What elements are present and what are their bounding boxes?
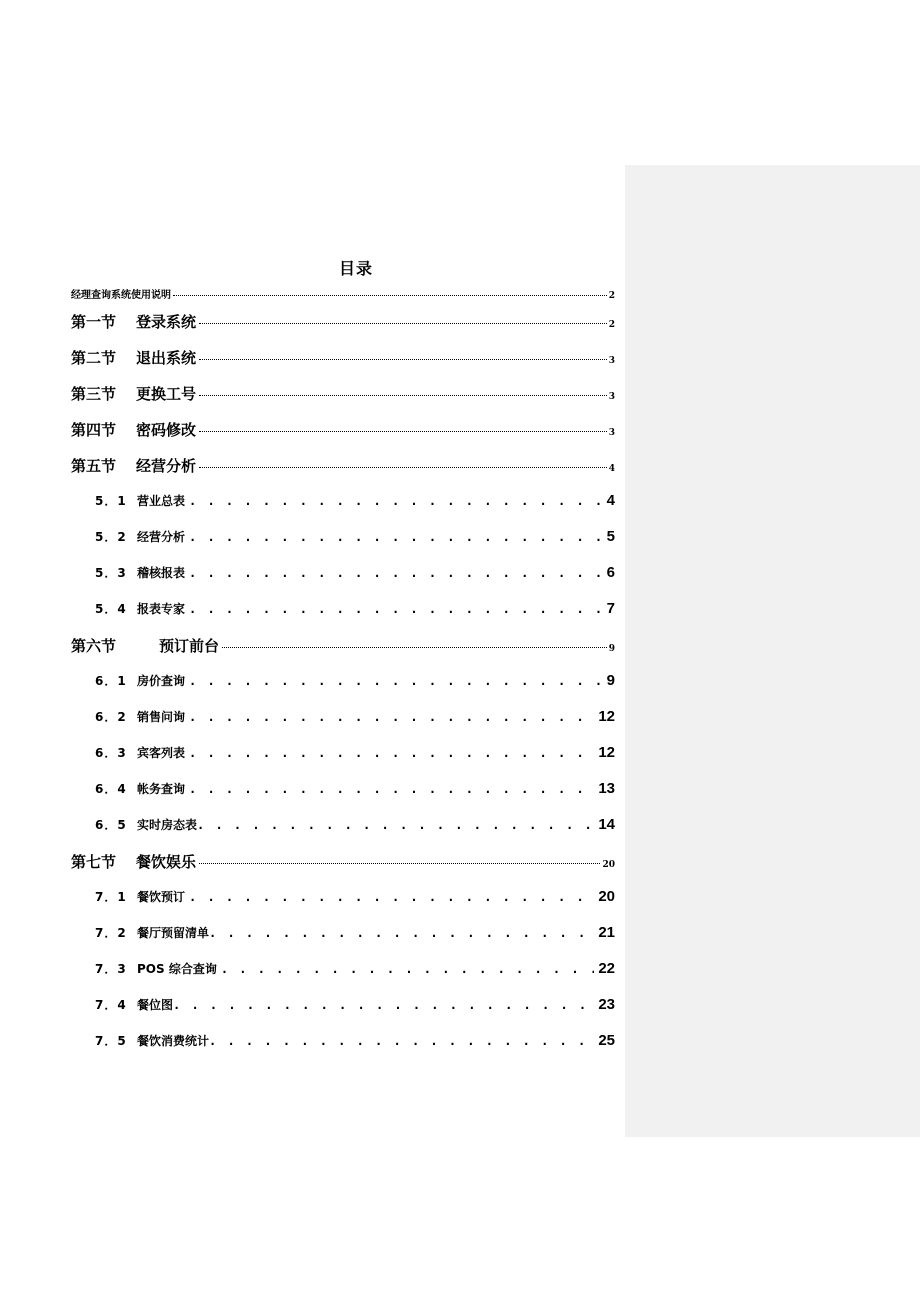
toc-subsection-number: 6．1 [95, 674, 127, 688]
toc-page-number: 7 [606, 600, 615, 617]
toc-section-label: 退出系统 [136, 349, 197, 367]
toc-leader [189, 566, 603, 580]
toc-subsection-number: 6．4 [95, 782, 127, 796]
toc-subsection-label: 实时房态表 [137, 818, 198, 832]
toc-subsection-6-4[interactable] [95, 780, 615, 797]
toc-page-number: 23 [598, 996, 615, 1013]
toc-leader [189, 674, 603, 688]
toc-leader [199, 323, 607, 324]
toc-page-number: 5 [606, 528, 615, 545]
toc-section-7[interactable] [71, 851, 615, 872]
toc-leader [209, 1034, 594, 1048]
toc-section-label: 经营分析 [136, 457, 197, 475]
toc-subsection-label: 销售问询 [137, 710, 186, 724]
toc-page-number: 2 [608, 320, 615, 330]
toc-subsection-6-5[interactable] [95, 816, 615, 833]
toc-section-number: 第一节 [71, 313, 117, 331]
toc-subsection-number: 5．3 [95, 566, 127, 580]
toc-page-number: 20 [602, 860, 615, 870]
toc-page-number: 25 [598, 1032, 615, 1049]
toc-leader [199, 431, 607, 432]
toc-subsection-label: 稽核报表 [137, 566, 186, 580]
toc-section-number: 第二节 [71, 349, 117, 367]
toc-leader [209, 926, 594, 940]
toc-subsection-5-3[interactable] [95, 564, 615, 581]
toc-section-2[interactable] [71, 347, 615, 368]
toc-subsection-7-2[interactable] [95, 924, 615, 941]
toc-subsection-number: 7．1 [95, 890, 127, 904]
toc-subsection-number: 7．2 [95, 926, 127, 940]
toc-section-1[interactable] [71, 311, 615, 332]
toc-page-number: 9 [608, 644, 615, 654]
toc-leader [222, 647, 607, 648]
toc-section-number: 第七节 [71, 853, 117, 871]
toc-title: 目录 [338, 259, 373, 278]
toc-subsection-5-1[interactable] [95, 492, 615, 509]
toc-leader [189, 602, 603, 616]
toc-subsection-label: POS 综合查询 [137, 962, 217, 976]
toc-subsection-number: 5．1 [95, 494, 127, 508]
toc-section-5[interactable] [71, 455, 615, 476]
toc-subsection-label: 餐饮消费统计 [137, 1034, 210, 1048]
toc-leader [189, 890, 594, 904]
toc-leader [189, 710, 594, 724]
toc-leader [197, 818, 594, 832]
toc-subsection-number: 6．2 [95, 710, 127, 724]
toc-subsection-5-4[interactable] [95, 600, 615, 617]
toc-subsection-number: 6．3 [95, 746, 127, 760]
toc-subsection-label: 餐位图 [137, 998, 174, 1012]
toc-page-number: 12 [598, 708, 615, 725]
toc-section-label: 预订前台 [159, 637, 220, 655]
toc-section-number: 第五节 [71, 457, 117, 475]
toc-subsection-number: 7．5 [95, 1034, 127, 1048]
toc-section-number: 第六节 [71, 637, 117, 655]
toc-section-label: 餐饮娱乐 [136, 853, 197, 871]
toc-page-number: 3 [608, 428, 615, 438]
toc-subsection-number: 5．4 [95, 602, 127, 616]
toc-subsection-label: 餐厅预留清单 [137, 926, 210, 940]
toc-subsection-7-4[interactable] [95, 996, 615, 1013]
toc-leader [199, 863, 600, 864]
toc-subsection-7-1[interactable] [95, 888, 615, 905]
toc-leader [189, 782, 594, 796]
toc-subsection-number: 7．4 [95, 998, 127, 1012]
toc-subsection-5-2[interactable] [95, 528, 615, 545]
toc-subsection-6-3[interactable] [95, 744, 615, 761]
toc-subsection-label: 餐饮预订 [137, 890, 186, 904]
toc-entry-document[interactable] [71, 286, 615, 301]
toc-section-label: 更换工号 [136, 385, 197, 403]
toc-leader [189, 494, 603, 508]
toc-subsection-label: 房价查询 [137, 674, 186, 688]
toc-page-number: 3 [608, 392, 615, 402]
toc-entry-label: 经理查询系统使用说明 [71, 290, 171, 301]
toc-page-number: 6 [606, 564, 615, 581]
toc-section-label: 登录系统 [136, 313, 197, 331]
toc-subsection-7-3[interactable] [95, 960, 615, 977]
toc-leader [199, 467, 607, 468]
toc-section-number: 第四节 [71, 421, 117, 439]
toc-page-number: 4 [606, 492, 615, 509]
toc-subsection-6-1[interactable] [95, 672, 615, 689]
toc-leader [173, 295, 607, 296]
toc-section-4[interactable] [71, 419, 615, 440]
toc-subsection-label: 帐务查询 [137, 782, 186, 796]
toc-subsection-label: 宾客列表 [137, 746, 186, 760]
toc-subsection-label: 报表专家 [137, 602, 186, 616]
toc-subsection-7-5[interactable] [95, 1032, 615, 1049]
toc-page-number: 22 [598, 960, 615, 977]
toc-subsection-number: 7．3 [95, 962, 127, 976]
toc-section-label: 密码修改 [136, 421, 197, 439]
toc-page-number: 20 [598, 888, 615, 905]
comment-pane [625, 165, 920, 1137]
toc-page-number: 13 [598, 780, 615, 797]
toc-subsection-6-2[interactable] [95, 708, 615, 725]
toc-section-6[interactable] [71, 635, 615, 656]
toc-page-number: 14 [598, 816, 615, 833]
toc-subsection-number: 5．2 [95, 530, 127, 544]
toc-leader [199, 395, 607, 396]
toc-leader [173, 998, 594, 1012]
toc-page-number: 4 [608, 464, 615, 474]
toc-subsection-label: 营业总表 [137, 494, 186, 508]
toc-leader [189, 746, 594, 760]
toc-page-number: 21 [598, 924, 615, 941]
toc-section-3[interactable] [71, 383, 615, 404]
toc-leader [221, 962, 594, 976]
toc-page-number: 3 [608, 356, 615, 366]
toc-page-number: 2 [608, 291, 615, 301]
toc-subsection-number: 6．5 [95, 818, 127, 832]
toc-subsection-label: 经营分析 [137, 530, 186, 544]
toc-page-number: 12 [598, 744, 615, 761]
toc-page-number: 9 [606, 672, 615, 689]
toc-leader [199, 359, 607, 360]
toc-section-number: 第三节 [71, 385, 117, 403]
toc-leader [189, 530, 603, 544]
